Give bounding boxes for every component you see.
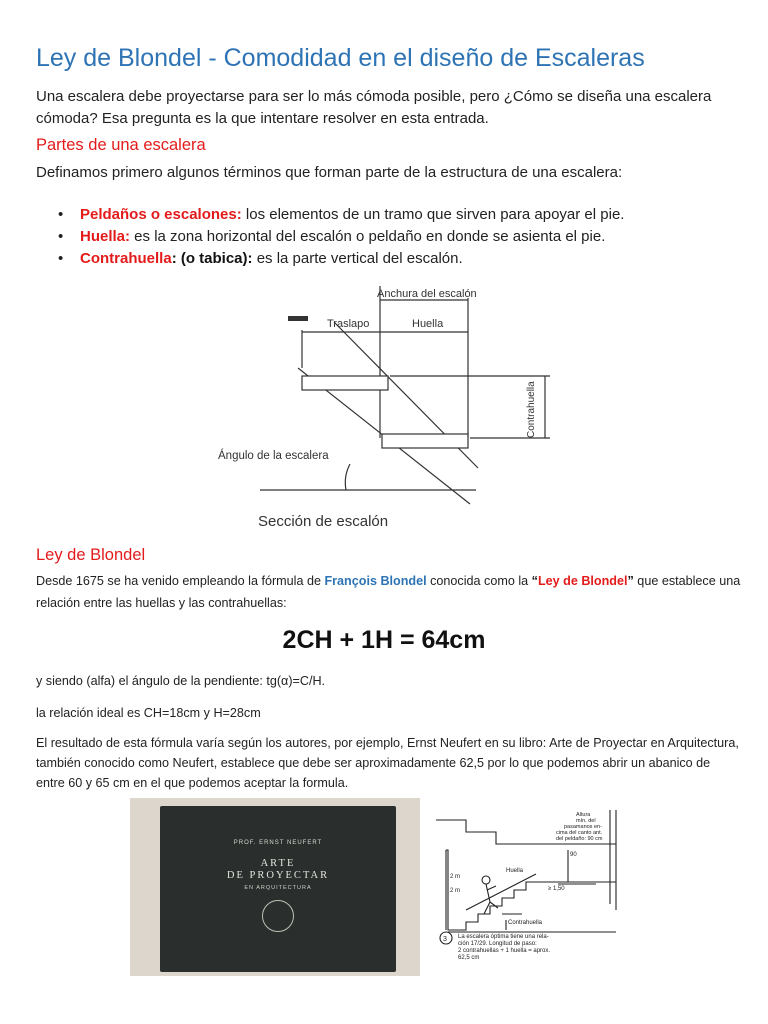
ideal-relation-text: la relación ideal es CH=18cm y H=28cm	[36, 706, 261, 720]
neufert-paragraph-line-3: entre 60 y 65 cm en el que podemos aceptar la formula.	[36, 776, 349, 790]
figure-number: 3	[443, 936, 447, 943]
altura-line-2: mín. del	[576, 818, 596, 824]
label-contrahuella: Contrahuella	[526, 381, 537, 438]
note-line-1: La escalera óptima tiene una rela-	[458, 934, 549, 940]
quote-open: “	[531, 574, 538, 588]
section-partes-text: Definamos primero algunos términos que forman parte de la estructura de una escalera:	[36, 164, 623, 181]
intro-line-1: Una escalera debe proyectarse para ser lo más cómoda posible, pero ¿Cómo se diseña una escalera	[36, 88, 712, 105]
definition-huella: es la zona horizontal del escalón o peldaño en donde se asienta el pie.	[130, 228, 606, 245]
neufert-stair-figure	[436, 810, 636, 970]
text-span: Desde 1675 se ha venido empleando la fórmula de	[36, 574, 325, 588]
blondel-formula: 2CH + 1H = 64cm	[282, 626, 486, 654]
dim-2m: 2 m	[450, 874, 461, 880]
book-subtitle: EN ARQUITECTURA	[244, 885, 312, 891]
label-huella: Huella	[412, 318, 444, 330]
note-line-2: ción 17/29. Longitud de paso:	[458, 941, 537, 947]
neufert-book-photo	[130, 798, 420, 976]
bullet-icon: •	[58, 250, 64, 267]
note-line-3: 2 contrahuellas + 1 huella = aprox.	[458, 948, 551, 954]
book-cover	[160, 806, 396, 972]
book-author: PROF. ERNST NEUFERT	[233, 840, 323, 846]
page-title: Ley de Blondel - Comodidad en el diseño de Escaleras	[36, 44, 645, 72]
dim-90: 90	[570, 852, 577, 858]
list-item	[52, 226, 624, 248]
bullet-icon: •	[58, 206, 64, 223]
dim-150: ≥ 1,50	[548, 886, 565, 892]
note-line-4: 62,5 cm	[458, 955, 480, 961]
neufert-paragraph-line-1: El resultado de esta fórmula varía según los autores, por ejemplo, Ernst Neufert en su libro: Arte de Proyectar en Arquitectura,	[36, 736, 739, 750]
parts-list	[52, 204, 624, 270]
term-ley-de-blondel: Ley de Blondel	[537, 574, 628, 588]
diagram-caption: Sección de escalón	[258, 513, 389, 530]
label-anchura: Anchura del escalón	[377, 288, 477, 300]
text-span: que establece una	[633, 574, 741, 588]
bullet-icon: •	[58, 228, 64, 245]
altura-line-4: cima del canto ant.	[556, 830, 603, 836]
definition-contrahuella: es la parte vertical del escalón.	[252, 250, 463, 267]
dim-2m-b: 2 m	[450, 888, 461, 894]
term-huella: Huella:	[80, 228, 131, 245]
intro-line-2: cómoda? Esa pregunta es la que intentare resolver en esta entrada.	[36, 110, 489, 127]
step-section-diagram	[200, 278, 537, 530]
link-francois-blondel[interactable]: François Blondel	[324, 574, 427, 588]
altura-line-1: Altura	[576, 812, 591, 818]
term-peldanos: Peldaños o escalones:	[80, 206, 242, 223]
quote-close: ”	[627, 574, 634, 588]
section-heading-blondel: Ley de Blondel	[36, 546, 146, 564]
label-angulo: Ángulo de la escalera	[218, 450, 329, 462]
neufert-huella-label: Huella	[506, 868, 524, 874]
altura-line-5: del peldaño: 90 cm	[556, 836, 603, 842]
diagram-mark	[288, 316, 308, 321]
list-item	[52, 248, 624, 270]
definition-peldanos: los elementos de un tramo que sirven para apoyar el pie.	[241, 206, 625, 223]
slope-text: y siendo (alfa) el ángulo de la pendiente: tg(α)=C/H.	[36, 674, 326, 688]
blondel-paragraph-line-2: relación entre las huellas y las contrahuellas:	[36, 596, 287, 610]
neufert-contrahuella-label: Contrahuella	[508, 920, 543, 926]
term-contrahuella: Contrahuella	[80, 250, 172, 267]
list-item	[52, 204, 624, 226]
neufert-paragraph-line-2: también conocido como Neufert, establece que debe ser aproximadamente 62,5 por lo que podemos abrir un abanico de	[36, 756, 711, 770]
text-span: conocida como la	[426, 574, 532, 588]
term-tabica: : (o tabica):	[171, 250, 253, 267]
altura-line-3: pasamanos en-	[564, 824, 602, 830]
book-title-line-1: ARTE	[260, 858, 296, 869]
label-traslapo: Traslapo	[327, 318, 370, 330]
section-heading-partes: Partes de una escalera	[36, 136, 206, 154]
blondel-paragraph-line-1	[36, 570, 740, 592]
emblem-icon	[262, 900, 294, 932]
book-title-line-2: DE PROYECTAR	[226, 870, 330, 881]
